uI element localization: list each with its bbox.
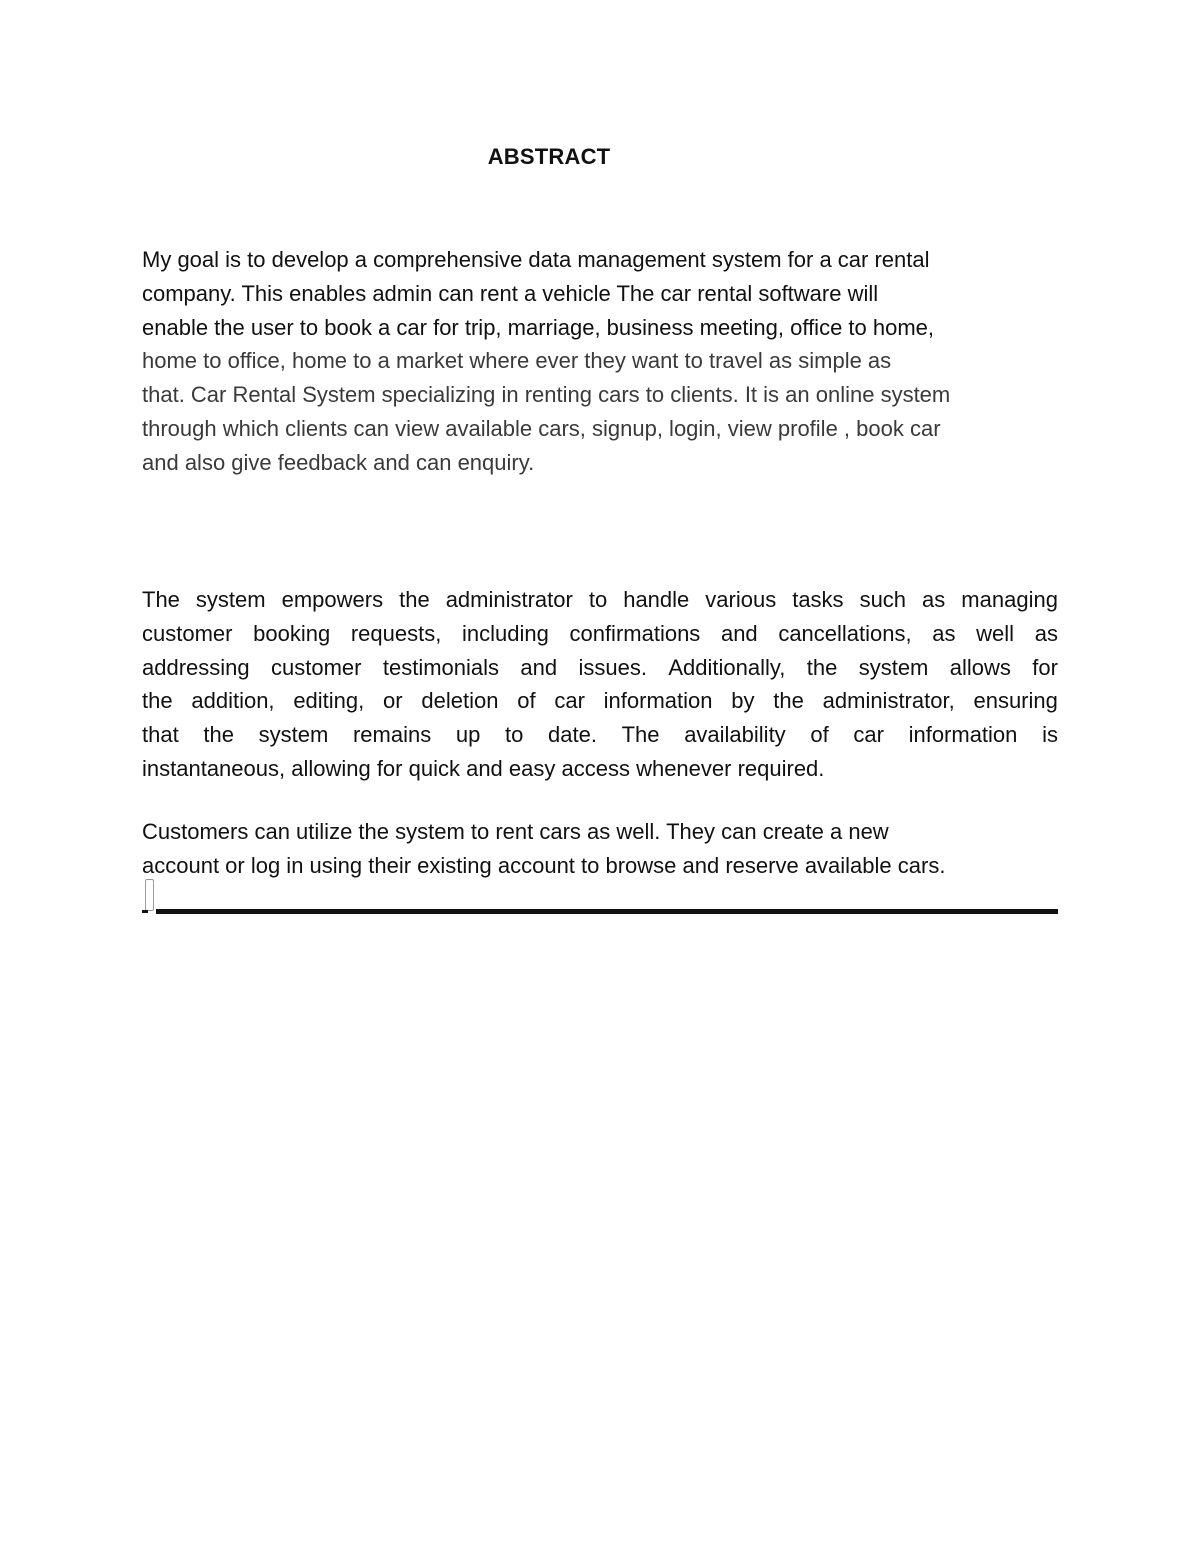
page-title: ABSTRACT [487, 144, 611, 169]
word: to [505, 722, 524, 748]
text-line: and also give feedback and can enquiry. [142, 449, 535, 475]
text-line [142, 718, 1058, 752]
word: the [773, 688, 804, 714]
text-line: through which clients can view available cars, signup, login, view profile , book car [142, 415, 941, 441]
paragraph-intro [142, 243, 1058, 480]
text-line: My goal is to develop a comprehensive data management system for a car rental [142, 247, 930, 272]
word: as [932, 620, 956, 646]
word: cancellations, [778, 620, 912, 646]
word: administrator [445, 587, 573, 612]
word: empowers [281, 587, 384, 612]
word: is [1042, 722, 1058, 748]
word: well [976, 620, 1015, 646]
word: car [554, 688, 585, 714]
word: by [731, 688, 755, 714]
word: deletion [421, 688, 499, 714]
text-line: Customers can utilize the system to rent cars as well. They can create a new [142, 819, 889, 844]
word: system [858, 654, 929, 680]
word: of [517, 688, 536, 714]
text-line [142, 617, 1058, 651]
text-line: company. This enables admin can rent a vehicle The car rental software will [142, 280, 879, 306]
paragraph-customers [142, 815, 1058, 883]
word: The [621, 722, 660, 748]
word: editing, [293, 688, 365, 714]
word: addition, [191, 688, 275, 714]
text-line [142, 684, 1058, 718]
text-line [142, 583, 1058, 617]
word: customer [142, 620, 233, 646]
word: testimonials [382, 654, 500, 680]
word: the [399, 587, 430, 612]
word: information [908, 722, 1018, 748]
word: to [588, 587, 608, 612]
word: availability [684, 722, 786, 748]
text-line: enable the user to book a car for trip, marriage, business meeting, office to home, [142, 314, 935, 340]
word: that [142, 722, 179, 748]
word: and [520, 654, 558, 680]
text-cursor-marker [145, 879, 154, 911]
word: requests, [350, 620, 442, 646]
word: confirmations [569, 620, 701, 646]
word: as [1034, 620, 1058, 646]
word: The [142, 587, 180, 612]
word: of [810, 722, 829, 748]
word: as [922, 587, 946, 612]
word: the [142, 688, 173, 714]
word: allows [949, 654, 1011, 680]
word: managing [961, 587, 1058, 612]
word: administrator, [822, 688, 955, 714]
word: or [383, 688, 403, 714]
word: customer [271, 654, 362, 680]
rule-dash [142, 910, 148, 913]
text-line [142, 651, 1058, 685]
word: up [455, 722, 481, 748]
word: Additionally, [668, 654, 786, 680]
word: remains [352, 722, 432, 748]
word: including [461, 620, 549, 646]
text-line: account or log in using their existing account to browse and reserve available cars. [142, 852, 946, 878]
word: and [720, 620, 758, 646]
text-line: instantaneous, allowing for quick and easy access whenever required. [142, 755, 825, 781]
word: the [203, 722, 234, 748]
word: system [258, 722, 329, 748]
word: booking [253, 620, 331, 646]
word: handle [623, 587, 690, 612]
word: car [853, 722, 884, 748]
text-line: that. Car Rental System specializing in renting cars to clients. It is an online system [142, 382, 951, 408]
word: system [195, 587, 266, 612]
text-line: home to office, home to a market where ever they want to travel as simple as [142, 348, 892, 374]
word: tasks [792, 587, 844, 612]
paragraph-admin [142, 583, 1058, 786]
word: ensuring [973, 688, 1058, 714]
word: addressing [142, 654, 250, 680]
word: date. [548, 722, 597, 748]
word: issues. [578, 654, 647, 680]
word: such [859, 587, 907, 612]
word: the [806, 654, 838, 680]
word: various [705, 587, 777, 612]
word: for [1032, 654, 1058, 680]
horizontal-rule [156, 909, 1058, 914]
word: information [603, 688, 713, 714]
